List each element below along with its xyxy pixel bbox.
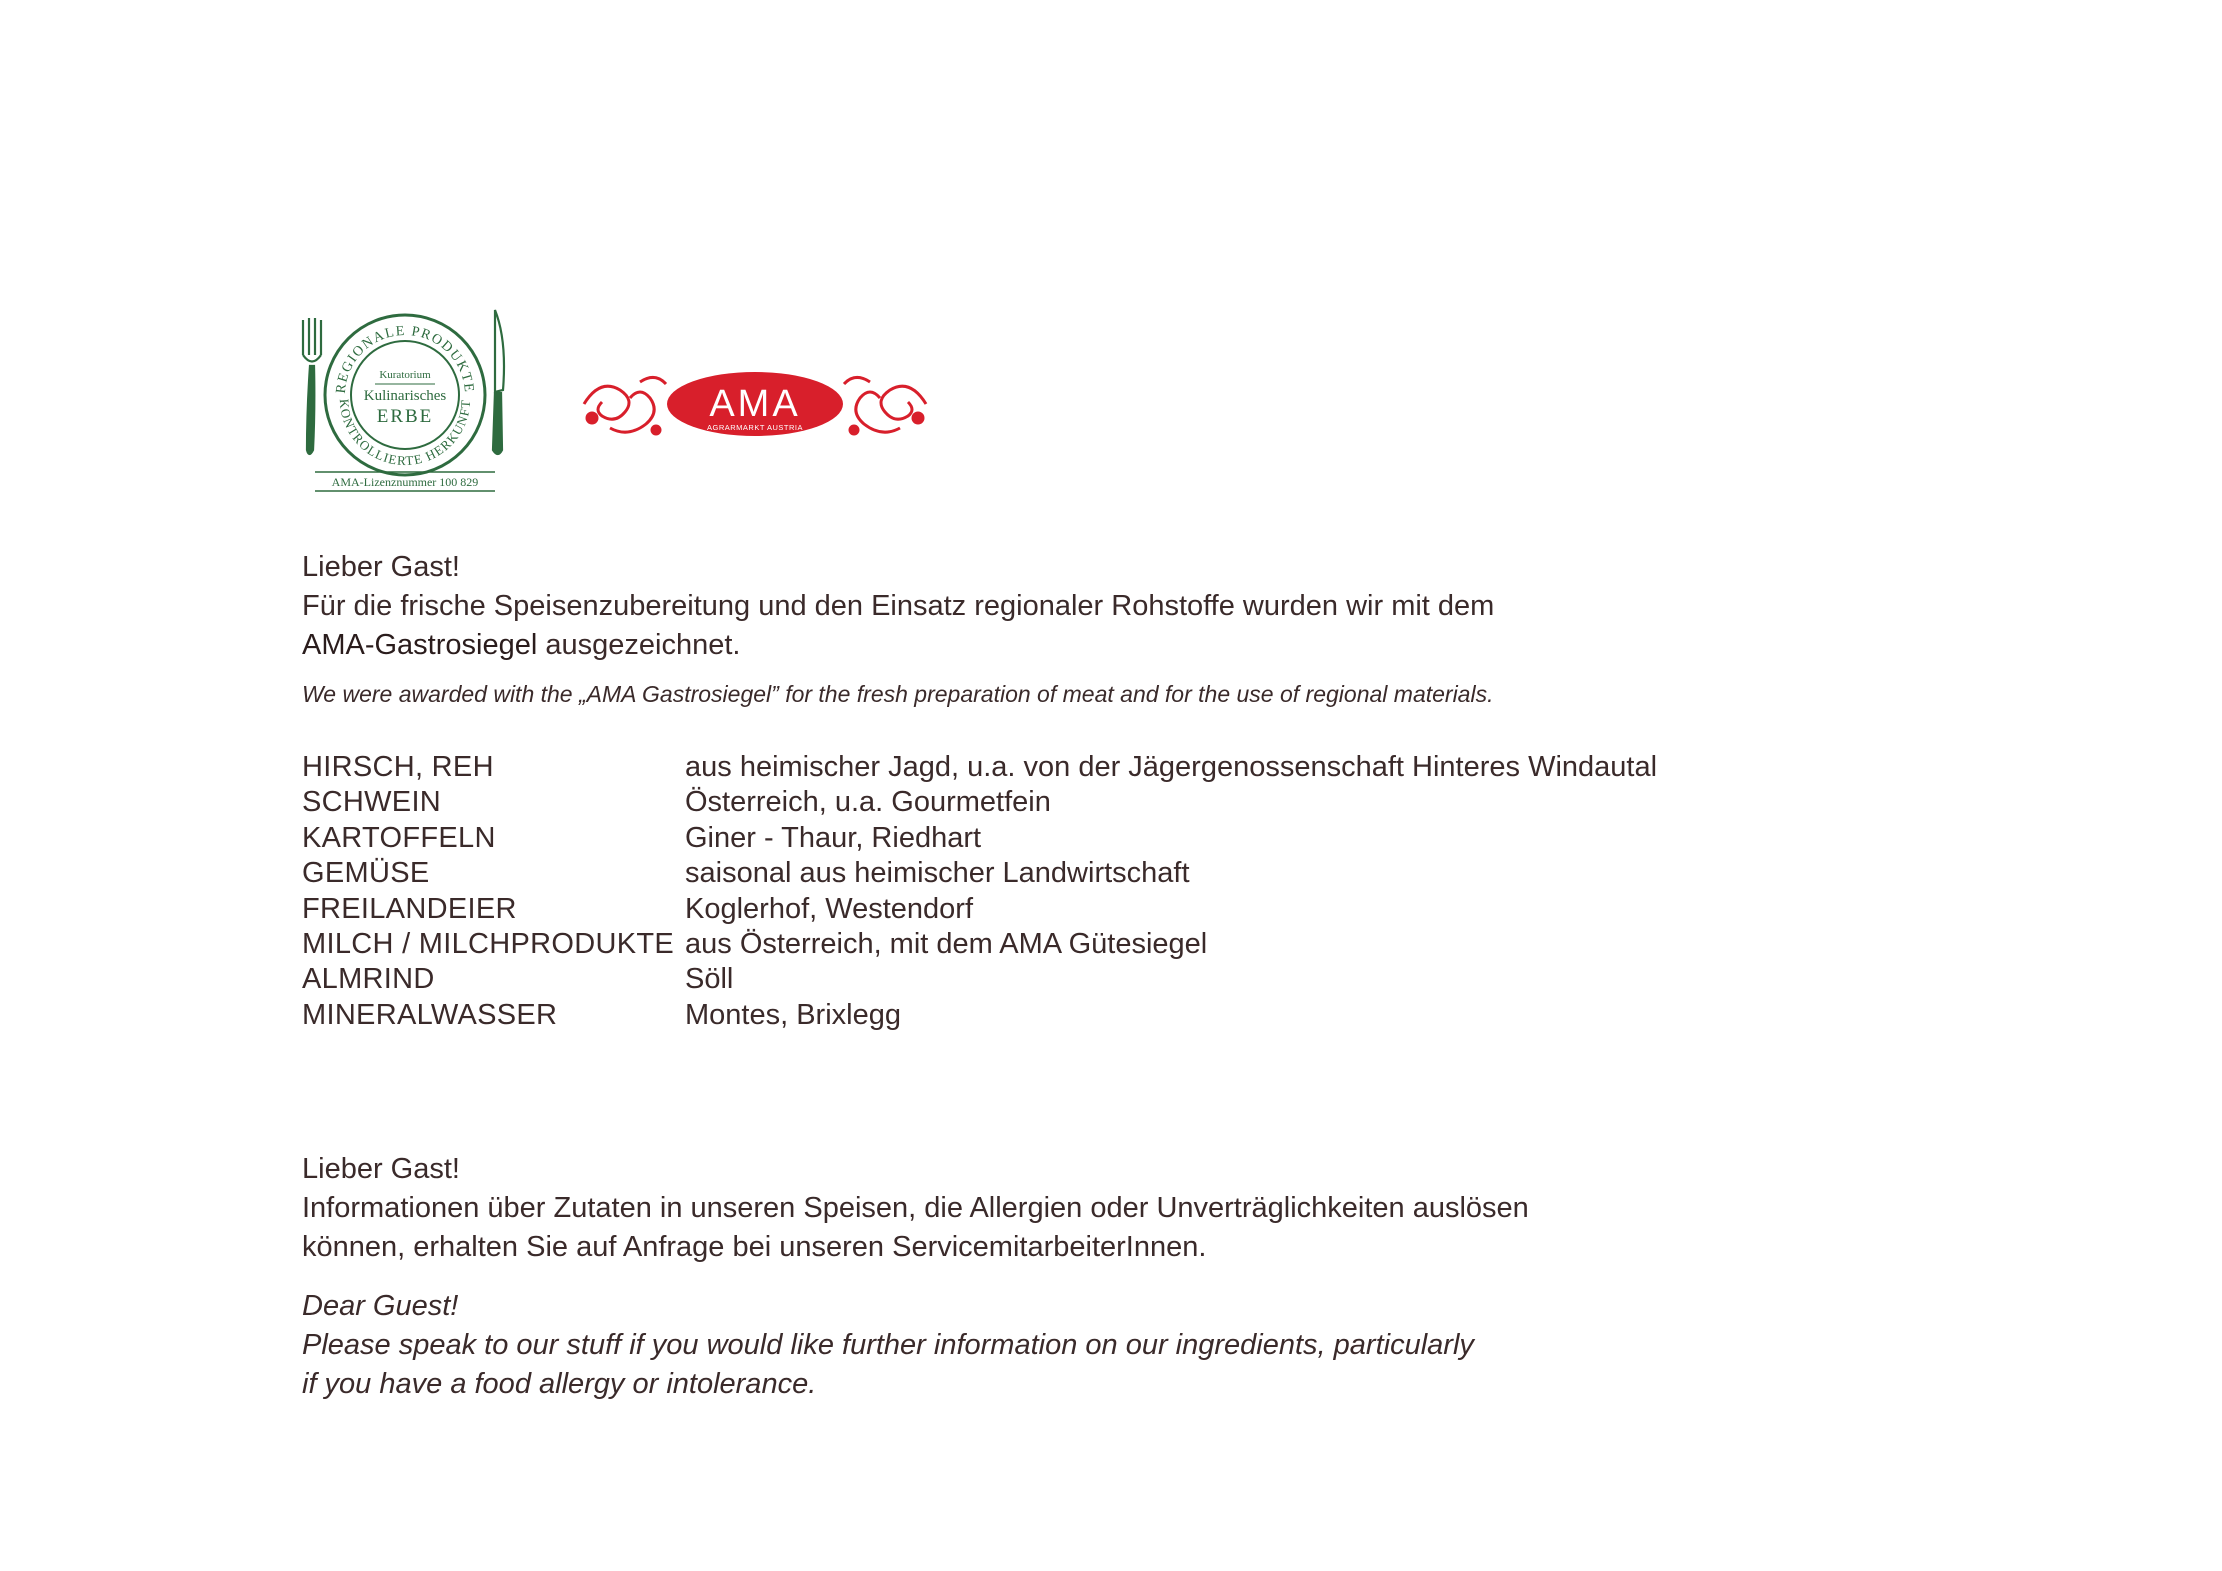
seal-ring-bottom-text: KONTROLLIERTE HERKUNFT: [336, 398, 474, 469]
gastrosiegel-intro: [302, 548, 1802, 665]
ama-agrarmarkt-austria-logo: [580, 368, 930, 440]
ama-logo-subtitle: AGRARMARKT AUSTRIA: [707, 423, 803, 432]
allergy-en-line-1: Please speak to our stuff if you would like further information on our ingredients, particularly: [302, 1329, 1474, 1361]
ingredient-origin: Söll: [685, 963, 734, 996]
ingredient-name: MILCH / MILCHPRODUKTE: [302, 927, 675, 960]
seal-line-1: Kuratorium: [379, 369, 431, 381]
allergy-notice-german: [302, 1150, 1902, 1267]
ingredient-origin: Koglerhof, Westendorf: [685, 892, 974, 925]
intro-line-1: Für die frische Speisenzubereitung und den Einsatz regionaler Rohstoffe wurden wir mit dem: [302, 590, 1495, 622]
ama-logo-name: AMA: [709, 383, 801, 425]
ingredient-origin: aus Österreich, mit dem AMA Gütesiegel: [685, 927, 1208, 960]
list-item: [302, 998, 2002, 1033]
ingredient-name: FREILANDEIER: [302, 892, 517, 925]
ingredient-name: HIRSCH, REH: [302, 751, 494, 783]
ornament-right-icon: [844, 377, 926, 434]
fork-icon: [303, 318, 321, 454]
intro-strong: AMA-Gastrosiegel: [302, 629, 538, 661]
list-item: [302, 856, 2002, 891]
list-item: [302, 927, 2002, 962]
allergy-de-line-2: können, erhalten Sie auf Anfrage bei unseren ServicemitarbeiterInnen.: [302, 1231, 1207, 1263]
ingredient-origin: aus heimischer Jagd, u.a. von der Jägergenossenschaft Hinteres Windautal: [685, 751, 1658, 783]
ingredient-name: MINERALWASSER: [302, 998, 558, 1031]
list-item: [302, 785, 2002, 820]
list-item: [302, 962, 2002, 997]
ingredient-name: KARTOFFELN: [302, 821, 496, 854]
ingredient-name: ALMRIND: [302, 963, 435, 996]
ingredient-sources-list: [302, 750, 2002, 1033]
seal-line-3: ERBE: [376, 406, 434, 427]
allergy-notice-english: [302, 1287, 1902, 1404]
list-item: [302, 892, 2002, 927]
ornament-left-icon: [584, 377, 666, 434]
list-item: [302, 750, 2002, 785]
intro-english-note: We were awarded with the „AMA Gastrosiegel” for the fresh preparation of meat and for the use of regional materials.: [302, 681, 1494, 707]
ingredient-origin: Österreich, u.a. Gourmetfein: [685, 786, 1051, 819]
list-item: [302, 821, 2002, 856]
allergy-en-line-2: if you have a food allergy or intolerance.: [302, 1368, 817, 1400]
ingredient-name: SCHWEIN: [302, 786, 442, 819]
seal-ring-top-text: REGIONALE PRODUKTE: [333, 323, 477, 395]
allergy-de-line-1: Informationen über Zutaten in unseren Speisen, die Allergien oder Unverträglichkeiten auslösen: [302, 1192, 1529, 1224]
intro-greeting: Lieber Gast!: [302, 551, 460, 583]
ingredient-name: GEMÜSE: [302, 857, 430, 890]
intro-line-2: [302, 626, 1802, 665]
seal-license-number: AMA-Lizenznummer 100 829: [331, 475, 479, 489]
ingredient-origin: Giner - Thaur, Riedhart: [685, 821, 982, 854]
kulinarisches-erbe-seal-logo: [295, 300, 515, 495]
seal-line-2: Kulinarisches: [363, 388, 447, 404]
allergy-en-greeting: Dear Guest!: [302, 1290, 459, 1322]
ingredient-origin: saisonal aus heimischer Landwirtschaft: [685, 857, 1190, 890]
intro-line-2-rest: ausgezeichnet.: [537, 629, 741, 661]
allergy-de-greeting: Lieber Gast!: [302, 1153, 460, 1185]
ingredient-origin: Montes, Brixlegg: [685, 998, 901, 1031]
knife-icon: [493, 310, 504, 454]
